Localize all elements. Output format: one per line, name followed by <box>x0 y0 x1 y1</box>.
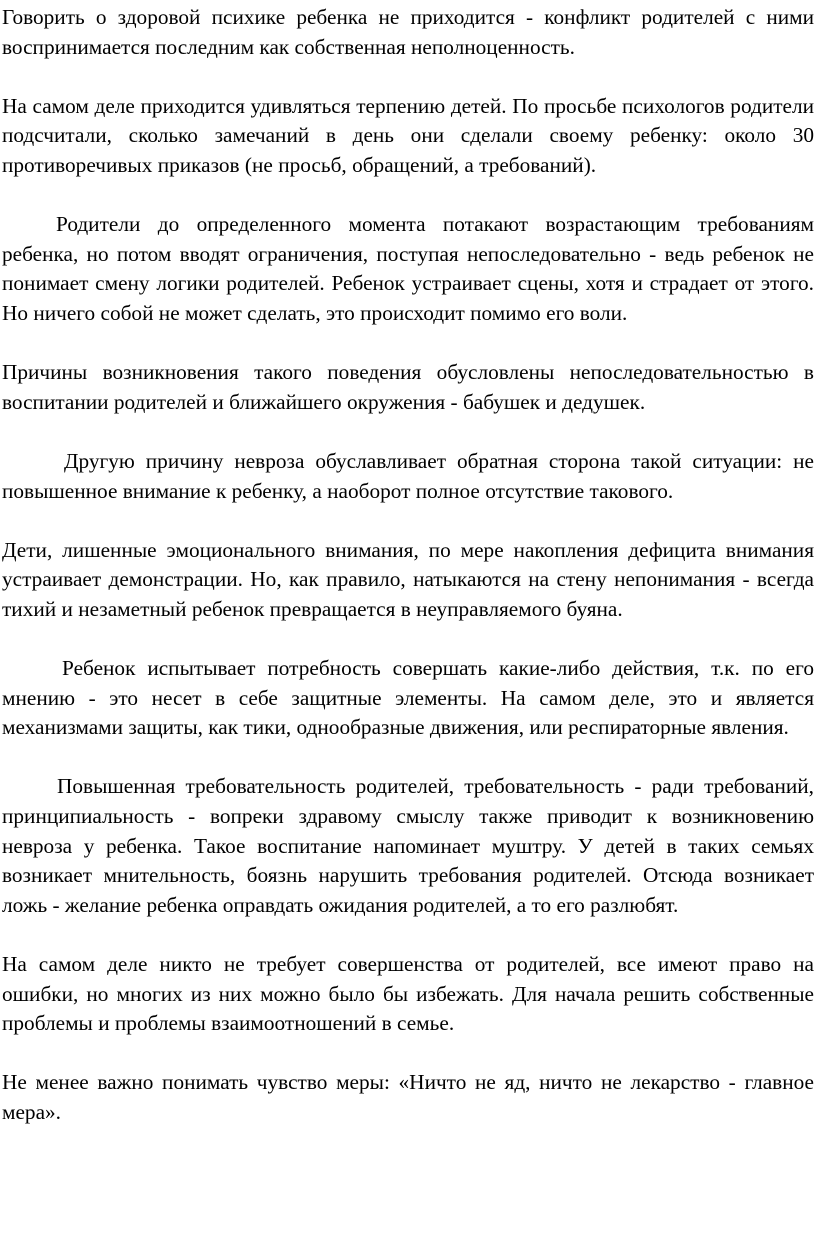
paragraph-inconsistent-limits: Родители до определенного момента потакают возрастающим требованиям ребенка, но потом вводят ограничения, поступая непоследовательно - ведь ребенок не понимает смену логики родителей. Ребенок устраивает сцены, хотя и страдает от этого. Но ничего собой не может сделать, это происходит помимо его воли. <box>2 212 814 325</box>
paragraph-parental-conflict: Говорить о здоровой психике ребенка не приходится - конфликт родителей с ними воспринимается последним как собственная неполноценность. <box>2 5 814 59</box>
paragraph-emotional-deprivation: Дети, лишенные эмоционального внимания, по мере накопления дефицита внимания устраивает демонстрации. Но, как правило, натыкаются на стену непонимания - всегда тихий и незаметный ребенок превращается в неуправляемого буяна. <box>2 537 814 621</box>
paragraph-causes: Причины возникновения такого поведения обусловлены непоследовательностью в воспитании родителей и ближайшего окружения - бабушек и дедушек. <box>2 360 814 414</box>
paragraph-perfection: На самом деле никто не требует совершенства от родителей, все имеют право на ошибки, но многих из них можно было бы избежать. Для начала решить собственные проблемы и проблемы взаимоотношений в семье. <box>2 952 814 1036</box>
paragraph-excessive-demands: Повышенная требовательность родителей, требовательность - ради требований, принципиальность - вопреки здравому смыслу также приводит к возникновению невроза у ребенка. Такое воспитание напоминает муштру. У детей в таких семьях возникает мнительность, боязнь нарушить требования родителей. Отсюда возникает ложь - желание ребенка оправдать ожидания родителей, а то его разлюбят. <box>2 774 814 917</box>
paragraph-lack-of-attention: Другую причину невроза обуславливает обратная сторона такой ситуации: не повышенное внимание к ребенку, а наоборот полное отсутствие такового. <box>2 448 814 503</box>
paragraph-sense-of-measure: Не менее важно понимать чувство меры: «Ничто не яд, ничто не лекарство - главное мера». <box>2 1070 814 1124</box>
paragraph-children-patience: На самом деле приходится удивляться терпению детей. По просьбе психологов родители подсчитали, сколько замечаний в день они сделали своему ребенку: около 30 противоречивых приказов (не просьб, обращений, а требований). <box>2 93 814 177</box>
paragraph-protective-actions: Ребенок испытывает потребность совершать какие-либо действия, т.к. по его мнению - это несет в себе защитные элементы. На самом деле, это и является механизмами защиты, как тики, однообразные движения, или респираторные явления. <box>2 656 814 740</box>
